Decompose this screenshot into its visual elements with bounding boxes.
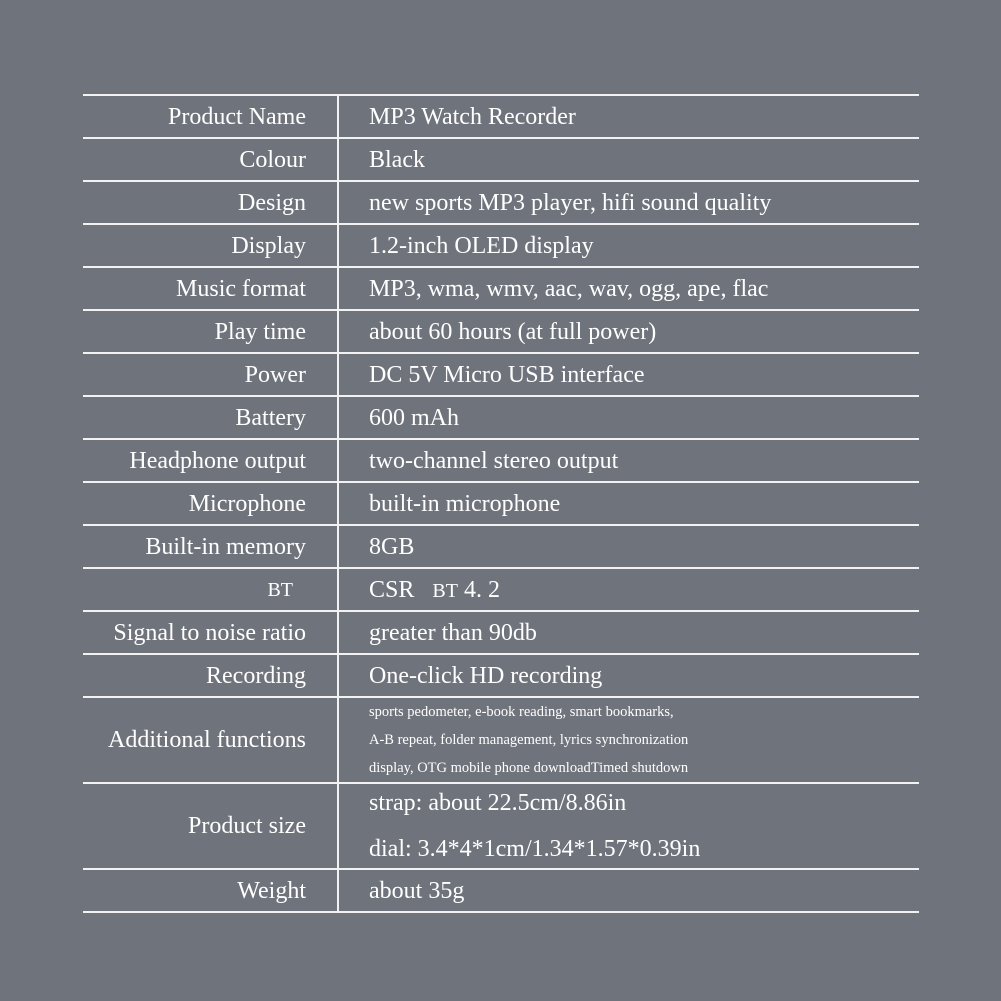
spec-row-play-time [83, 311, 919, 354]
spec-value: 1.2-inch OLED display [369, 232, 594, 259]
spec-value: built-in microphone [369, 490, 561, 517]
spec-label: Built-in memory [83, 526, 339, 567]
spec-value-line: strap: about 22.5cm/8.86in [369, 790, 627, 816]
spec-row-headphone-output [83, 440, 919, 483]
spec-label: Additional functions [83, 698, 339, 782]
bt-label: BT [267, 578, 293, 601]
spec-row-power [83, 354, 919, 397]
spec-value: new sports MP3 player, hifi sound quality [369, 189, 772, 216]
spec-value: greater than 90db [369, 619, 537, 646]
spec-value: about 35g [369, 877, 465, 904]
spec-value: MP3, wma, wmv, aac, wav, ogg, ape, flac [369, 275, 769, 302]
spec-row-battery [83, 397, 919, 440]
spec-row-built-in-memory [83, 526, 919, 569]
spec-label: Product Name [83, 96, 339, 137]
spec-value: MP3 Watch Recorder [369, 103, 576, 130]
spec-value: 8GB [369, 533, 415, 560]
spec-value-line: A-B repeat, folder management, lyrics synchronization [369, 732, 689, 748]
spec-label: Signal to noise ratio [83, 612, 339, 653]
spec-label: Music format [83, 268, 339, 309]
spec-value-line: display, OTG mobile phone downloadTimed shutdown [369, 760, 689, 776]
spec-row-display [83, 225, 919, 268]
spec-label [83, 569, 339, 610]
spec-table [83, 94, 919, 913]
spec-value: two-channel stereo output [369, 447, 619, 474]
spec-row-weight [83, 870, 919, 913]
spec-value-line: dial: 3.4*4*1cm/1.34*1.57*0.39in [369, 836, 701, 862]
spec-label: Display [83, 225, 339, 266]
spec-label: Colour [83, 139, 339, 180]
spec-value: DC 5V Micro USB interface [369, 361, 645, 388]
spec-value: One-click HD recording [369, 662, 603, 689]
spec-label: Design [83, 182, 339, 223]
spec-row-snr [83, 612, 919, 655]
spec-row-colour [83, 139, 919, 182]
spec-label: Product size [83, 784, 339, 868]
spec-row-product-size [83, 784, 919, 870]
spec-row-recording [83, 655, 919, 698]
spec-row-additional-functions [83, 698, 919, 784]
spec-value [339, 698, 919, 782]
spec-value: about 60 hours (at full power) [369, 318, 657, 345]
spec-value: Black [369, 146, 425, 173]
spec-label: Battery [83, 397, 339, 438]
spec-label: Weight [83, 870, 339, 911]
spec-value [339, 784, 919, 868]
spec-row-music-format [83, 268, 919, 311]
spec-value: 600 mAh [369, 404, 459, 431]
spec-label: Power [83, 354, 339, 395]
spec-label: Microphone [83, 483, 339, 524]
spec-label: Play time [83, 311, 339, 352]
bt-chip: CSR [369, 576, 415, 603]
spec-label: Headphone output [83, 440, 339, 481]
spec-row-microphone [83, 483, 919, 526]
spec-row-design [83, 182, 919, 225]
bt-text: BT [432, 579, 458, 602]
spec-row-product-name [83, 96, 919, 139]
bt-version: 4. 2 [463, 576, 500, 603]
spec-label: Recording [83, 655, 339, 696]
spec-value-line: sports pedometer, e-book reading, smart bookmarks, [369, 704, 674, 720]
spec-value [339, 569, 919, 610]
spec-row-bt [83, 569, 919, 612]
